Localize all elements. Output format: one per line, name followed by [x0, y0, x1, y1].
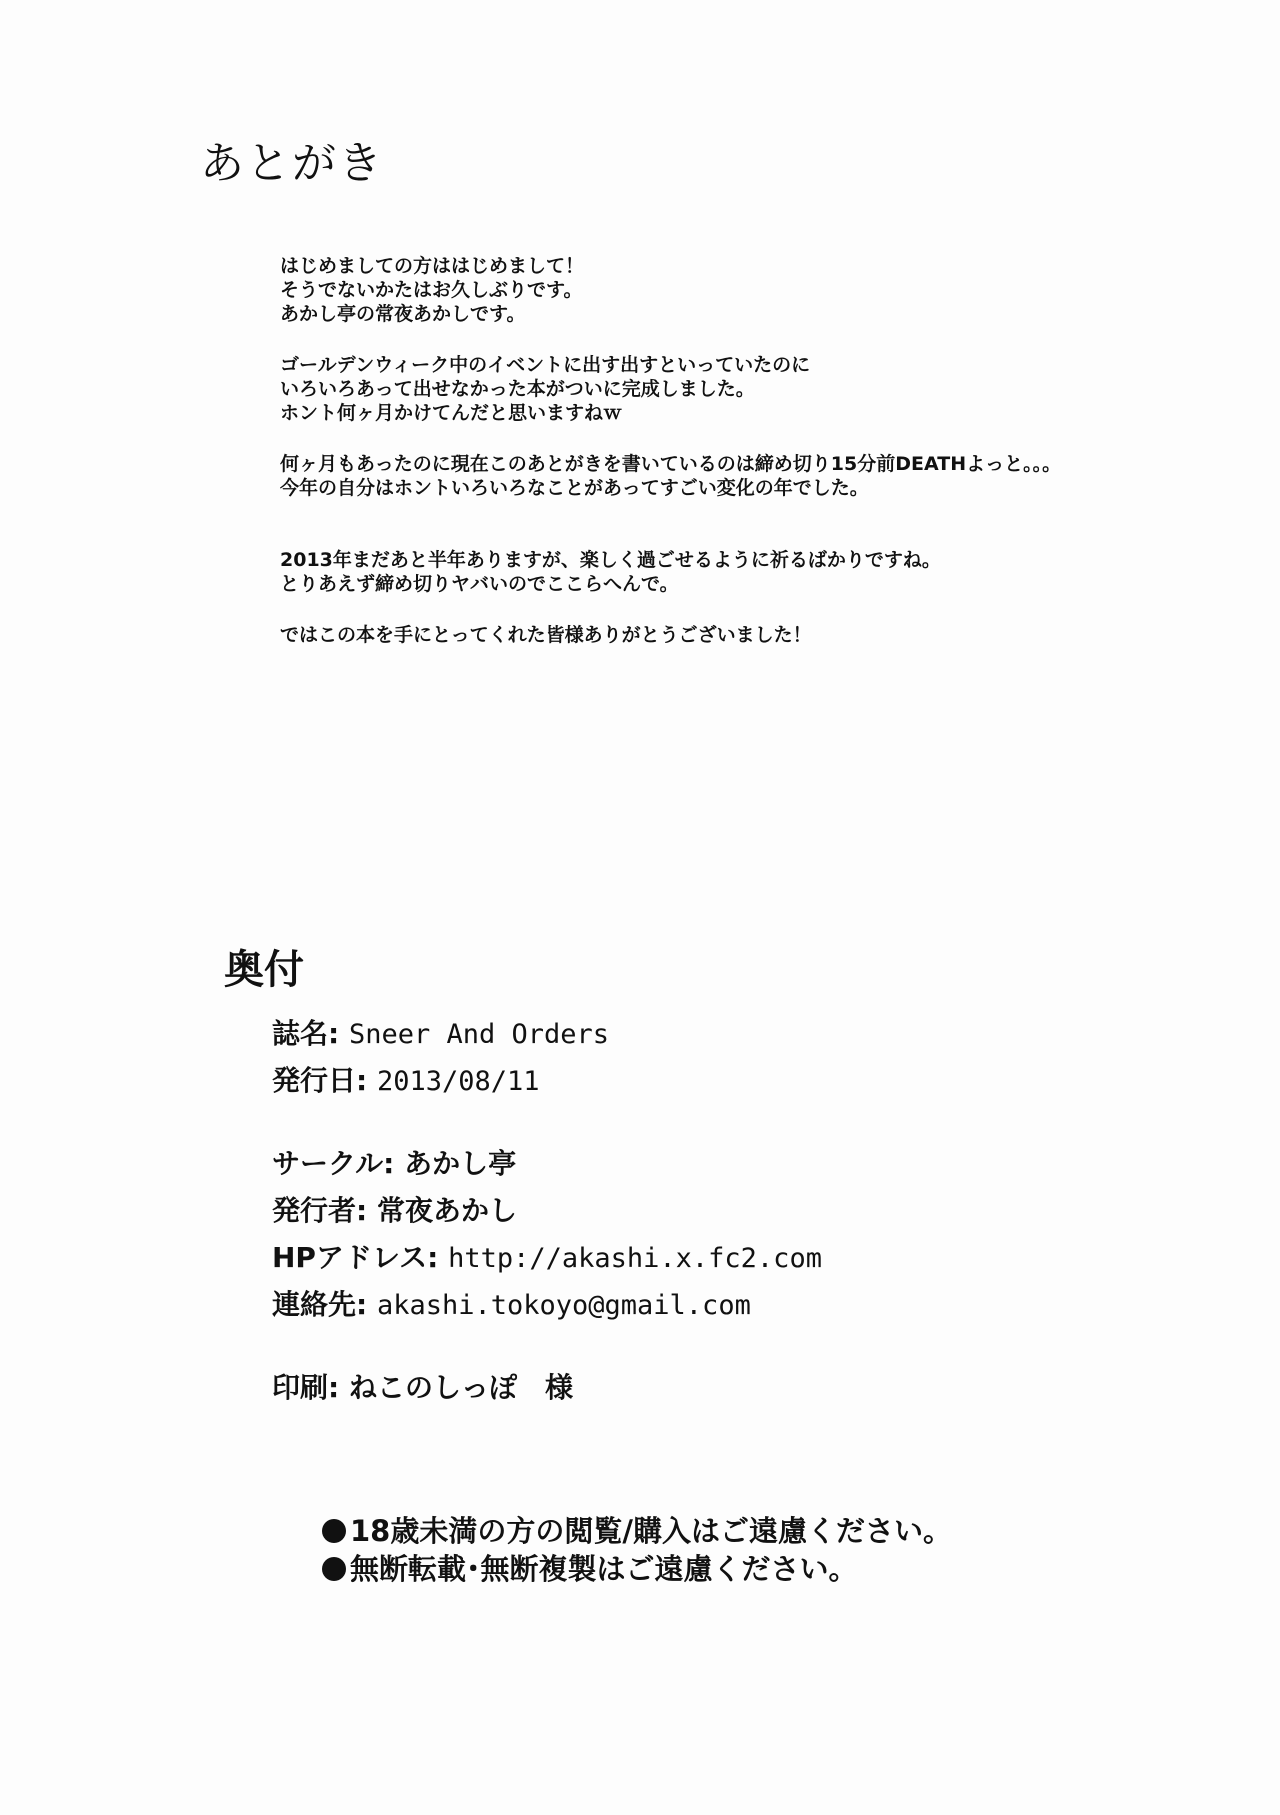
- afterword-line: 何ヶ月もあったのに現在このあとがきを書いているのは締め切り15分前DEATHよっと。。。: [280, 453, 1062, 475]
- afterword-line: 2013年まだあと半年ありますが、楽しく過ごせるように祈るばかりですね。: [280, 549, 941, 571]
- colophon-label: HPアドレス:: [272, 1241, 439, 1274]
- afterword-line: とりあえず締め切りヤバいのでここらへんで。: [280, 573, 679, 595]
- notice-text: 無断転載･無断複製はご遠慮ください。: [350, 1552, 858, 1586]
- notices: [322, 1512, 952, 1588]
- notice-no-reproduction: [322, 1550, 952, 1588]
- colophon-row-title: [272, 1010, 1172, 1057]
- colophon-row-contact: [272, 1281, 1172, 1328]
- spacer: [272, 1104, 1172, 1140]
- colophon-label: サークル:: [272, 1147, 395, 1180]
- colophon-value: 2013/08/11: [376, 1066, 540, 1097]
- colophon-label: 誌名:: [272, 1017, 340, 1050]
- afterword-body: [280, 254, 1240, 674]
- colophon-label: 連絡先:: [272, 1288, 368, 1321]
- afterword-line: 今年の自分はホントいろいろなことがあってすごい変化の年でした。: [280, 477, 869, 499]
- notice-age-restriction: [322, 1512, 952, 1550]
- colophon-value: ねこのしっぽ 様: [348, 1371, 573, 1404]
- colophon-value: http://akashi.x.fc2.com: [448, 1243, 822, 1274]
- colophon-value: akashi.tokoyo@gmail.com: [376, 1290, 751, 1321]
- afterword-paragraph: [280, 452, 1240, 500]
- colophon-label: 印刷:: [272, 1371, 340, 1404]
- afterword-line: いろいろあって出せなかった本がついに完成しました。: [280, 378, 755, 400]
- colophon-value: あかし亭: [404, 1147, 517, 1180]
- colophon-label: 発行者:: [272, 1194, 368, 1227]
- colophon-list: [272, 1010, 1172, 1411]
- afterword-line: あかし亭の常夜あかしです。: [280, 303, 526, 325]
- colophon-label: 発行日:: [272, 1064, 368, 1097]
- afterword-line: そうでないかたはお久しぶりです。: [280, 279, 583, 301]
- colophon-value: Sneer And Orders: [348, 1019, 610, 1050]
- bullet-icon: [322, 1519, 346, 1543]
- colophon-row-date: [272, 1057, 1172, 1104]
- afterword-paragraph: [280, 623, 1240, 647]
- colophon-row-circle: [272, 1140, 1172, 1187]
- colophon-value: 常夜あかし: [376, 1194, 517, 1227]
- afterword-line: ゴールデンウィーク中のイベントに出す出すといっていたのに: [280, 354, 811, 376]
- afterword-title: あとがき: [200, 138, 384, 189]
- colophon-row-publisher: [272, 1187, 1172, 1234]
- afterword-line: はじめましての方ははじめまして！: [280, 255, 585, 277]
- colophon-row-website: [272, 1234, 1172, 1281]
- afterword-line: ホント何ヶ月かけてんだと思いますねｗ: [280, 402, 623, 424]
- bullet-icon: [322, 1557, 346, 1581]
- afterword-paragraph: [280, 548, 1240, 596]
- colophon-title: 奥付: [224, 947, 304, 993]
- afterword-paragraph: [280, 353, 1240, 425]
- colophon-row-printer: [272, 1364, 1172, 1411]
- notice-text: 18歳未満の方の閲覧/購入はご遠慮ください。: [350, 1514, 952, 1548]
- afterword-line: ではこの本を手にとってくれた皆様ありがとうございました！: [280, 624, 812, 646]
- spacer: [272, 1328, 1172, 1364]
- afterword-paragraph: [280, 254, 1240, 326]
